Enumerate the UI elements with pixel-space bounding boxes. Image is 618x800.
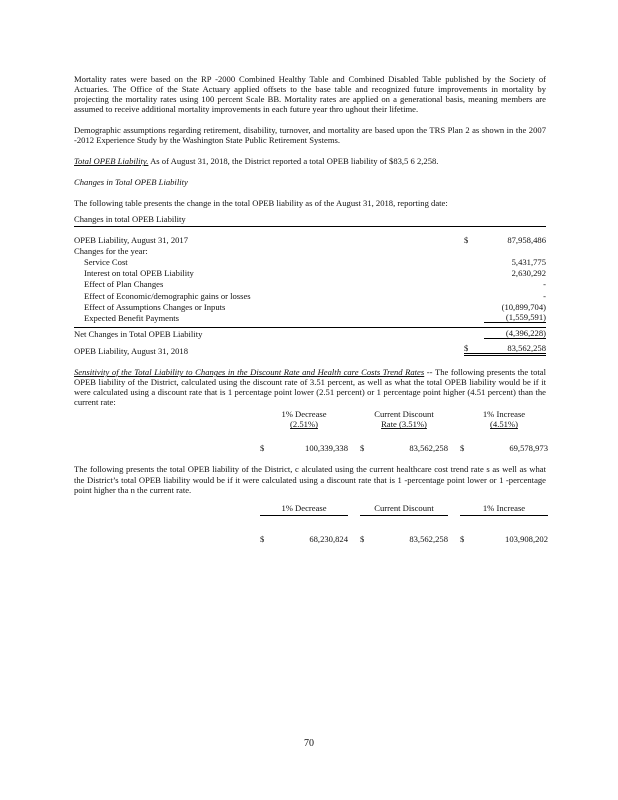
cell-value: 83,562,258 xyxy=(409,443,448,454)
total-opeb-heading: Total OPEB Liability. xyxy=(74,156,149,167)
row-value: 2,630,292 xyxy=(511,268,546,279)
row-value: - xyxy=(543,290,546,301)
row-label: Changes for the year: xyxy=(74,245,148,256)
discount-rate-table xyxy=(260,409,548,453)
column-header: Current Discount xyxy=(360,503,448,516)
row-value: (4,396,228) xyxy=(484,328,546,339)
column-header: 1% Increase (4.51%) xyxy=(482,409,526,430)
table-cell xyxy=(460,534,548,544)
currency-symbol: $ xyxy=(464,234,469,245)
table-cell xyxy=(260,534,348,544)
changes-table-header: Changes in total OPEB Liability xyxy=(74,214,546,227)
cell-value: 69,578,973 xyxy=(509,443,548,454)
cell-value: 68,230,824 xyxy=(309,533,348,544)
total-opeb-text: As of August 31, 2018, the District reported a total OPEB liability of $83,5 6 2,258. xyxy=(148,156,439,167)
total-opeb-paragraph xyxy=(74,156,546,166)
trend-rate-table xyxy=(260,503,548,544)
row-label: Effect of Economic/demographic gains or losses xyxy=(84,290,251,301)
row-label: Effect of Assumptions Changes or Inputs xyxy=(84,301,226,312)
currency-symbol: $ xyxy=(460,533,465,544)
row-value: 87,958,486 xyxy=(507,234,546,245)
table-row xyxy=(74,267,546,278)
table-row xyxy=(74,245,546,256)
demographic-paragraph: Demographic assumptions regarding retirement, disability, turnover, and mortality are based upon the TRS Plan 2 as shown in the 2007 -2012 Experience Study by the Washington State Public Retirement Systems. xyxy=(74,125,546,146)
row-label: Expected Benefit Payments xyxy=(84,312,179,323)
changes-intro: The following table presents the change in the total OPEB liability as of the August 31, 2018, reporting date: xyxy=(74,198,448,209)
table-row xyxy=(74,343,546,356)
cell-value: 103,908,202 xyxy=(505,533,548,544)
column-header: Current Discount Rate (3.51%) xyxy=(374,409,434,430)
cell-value: 83,562,258 xyxy=(409,533,448,544)
table-row xyxy=(74,327,546,339)
changes-heading: Changes in Total OPEB Liability xyxy=(74,177,188,188)
trend-rate-paragraph: The following presents the total OPEB liability of the District, c alculated using the current healthcare cost trend rate s as well as what the District’s total OPEB liability would be if it were calculated using a discount rate that is 1 -percentage point lower or 1 -percentage point higher tha n the current rate. xyxy=(74,464,546,495)
row-label: Service Cost xyxy=(84,256,128,267)
row-value: (1,559,591) xyxy=(484,312,546,323)
table-row xyxy=(74,256,546,267)
table-cell xyxy=(360,534,448,544)
sensitivity-heading: Sensitivity of the Total Liability to Changes in the Discount Rate and Health care Costs Trend Rates xyxy=(74,367,425,378)
changes-table xyxy=(74,214,546,356)
page-number: 70 xyxy=(304,738,314,749)
row-label: OPEB Liability, August 31, 2017 xyxy=(74,234,189,245)
currency-symbol: $ xyxy=(464,343,484,356)
row-value: - xyxy=(543,279,546,290)
table-row xyxy=(74,278,546,289)
table-row xyxy=(74,312,546,323)
sensitivity-paragraph xyxy=(74,367,546,407)
row-label: Effect of Plan Changes xyxy=(84,279,164,290)
column-header: 1% Decrease xyxy=(260,503,348,516)
table-cell xyxy=(360,443,448,453)
row-label: Interest on total OPEB Liability xyxy=(84,268,194,279)
column-header: 1% Increase xyxy=(460,503,548,516)
column-header: 1% Decrease (2.51%) xyxy=(281,409,327,430)
table-cell xyxy=(260,443,348,453)
row-label: Net Changes in Total OPEB Liability xyxy=(74,329,203,340)
currency-symbol: $ xyxy=(360,443,365,454)
sensitivity-text: -- The following presents the total OPEB liability of the District, calculated using the discount rate of 3.51 percent, as well as what the total OPEB liability would be if it were calculated using a discount rate that is 1 percentage point lower (2.51 percent) or 1 percentage point higher (4.51 percent) than the current rate: xyxy=(74,367,546,408)
currency-symbol: $ xyxy=(460,443,465,454)
table-row xyxy=(74,289,546,300)
mortality-paragraph: Mortality rates were based on the RP -2000 Combined Healthy Table and Combined Disabled Table published by the Society of Actuaries. The Office of the State Actuary applied offsets to the base table and recognized future improvements in mortality by projecting the mortality rates using 100 percent Scale BB. Mortality rates are applied on a generational basis, meaning members are assumed to receive additional mortality improvements in each future year thro ughout their lifetime. xyxy=(74,74,546,115)
row-label: OPEB Liability, August 31, 2018 xyxy=(74,346,189,357)
document-page xyxy=(74,74,546,544)
row-value: 83,562,258 xyxy=(484,343,546,356)
row-value: (10,899,704) xyxy=(501,301,546,312)
currency-symbol: $ xyxy=(260,533,265,544)
table-row xyxy=(74,233,546,244)
table-row xyxy=(74,301,546,312)
currency-symbol: $ xyxy=(260,443,265,454)
currency-symbol: $ xyxy=(360,533,365,544)
table-cell xyxy=(460,443,548,453)
row-value: 5,431,775 xyxy=(511,256,546,267)
cell-value: 100,339,338 xyxy=(305,443,348,454)
